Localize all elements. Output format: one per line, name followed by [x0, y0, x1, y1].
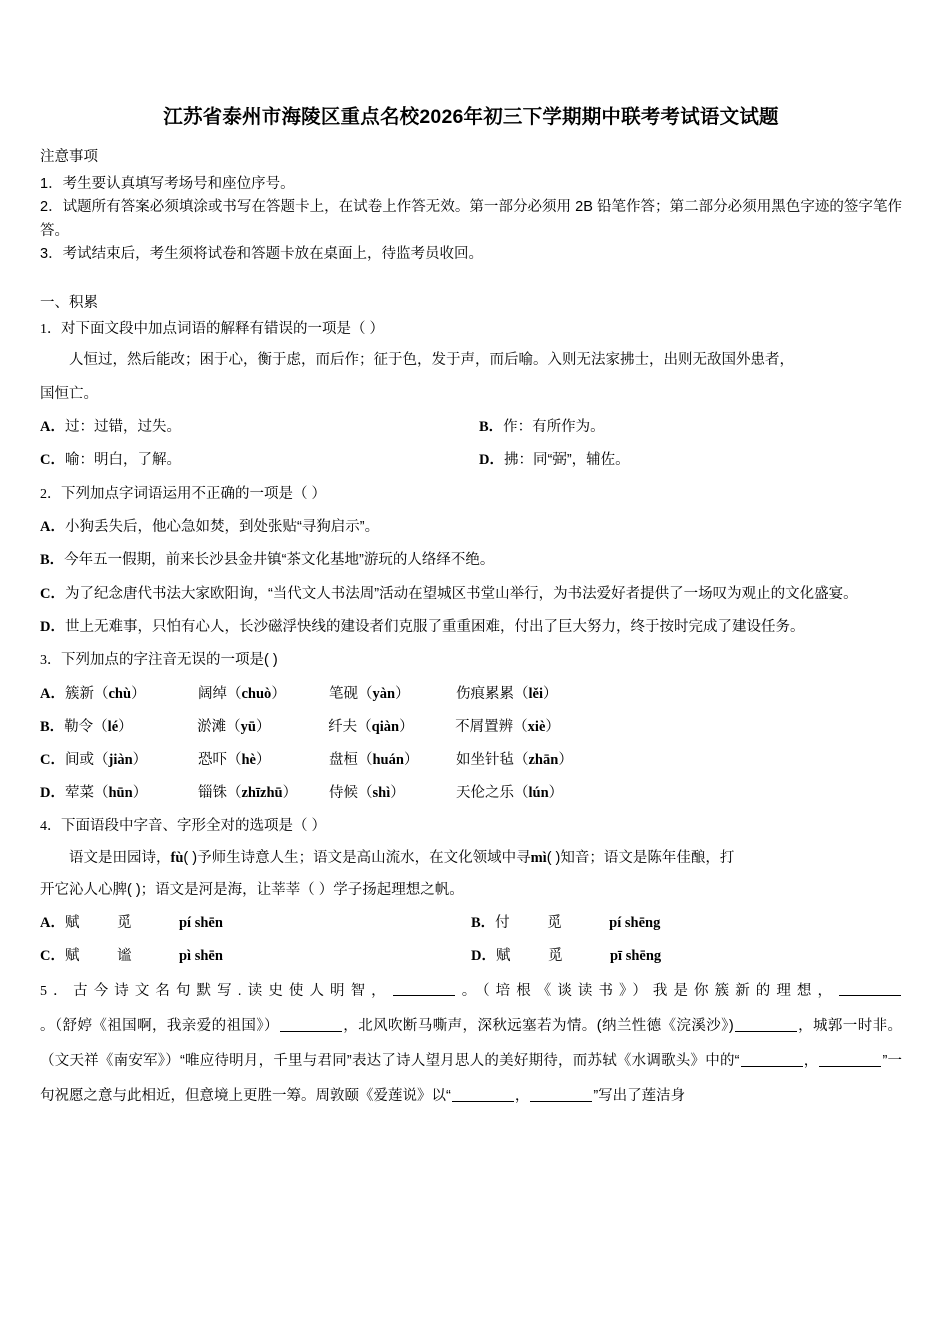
option-label: C．	[40, 948, 65, 965]
option-label: C．	[40, 585, 65, 602]
pinyin-cell: 伤痕累累（lěi）	[455, 685, 558, 702]
option-pinyin: pí shēng	[609, 915, 661, 932]
question-3-text: 下列加点的字注音无误的一项是( )	[61, 652, 278, 669]
option-char-1: 赋	[64, 948, 80, 965]
notice-item-2: 2．试题所有答案必须填涂或书写在答题卡上，在试卷上作答无效。第一部分必须用 2B 铅笔作答；第二部分必须用黑色字迹的签字笔作答。	[40, 199, 902, 239]
pinyin-reading: shì	[372, 784, 391, 801]
option-text: 过：过错，过失。	[64, 418, 181, 435]
option-text: 今年五一假期，前来长沙县金井镇“茶文化基地”游玩的人络绎不绝。	[64, 552, 495, 569]
option-label: A．	[40, 915, 65, 932]
option-pinyin: pí shēn	[178, 915, 223, 932]
option-text: 作：有所作为。	[503, 418, 605, 435]
pinyin-reading: yàn	[372, 685, 396, 702]
question-5-segment: ，城郭一时非。（文天祥《南安军》）“唯应待明月，千里与君同”表达了诗人望月思人的美好期待，而苏轼《水调歌头》中的“	[40, 1017, 903, 1069]
question-2-option-d[interactable]	[40, 611, 902, 644]
pinyin-reading: lěi	[528, 685, 543, 702]
pinyin-cell: 侍候（shì）	[328, 784, 405, 801]
pinyin-word: 笔砚	[328, 685, 358, 702]
question-5-segment: 。（培根《谈读书》）我是你簇新的理想，	[455, 982, 839, 999]
option-label: C．	[40, 751, 65, 768]
question-4-option-a[interactable]	[40, 907, 471, 940]
fill-in-blank-1[interactable]	[393, 982, 455, 997]
option-label: D．	[471, 948, 496, 965]
pinyin-word: 不屑置辨	[455, 718, 514, 735]
question-2-text: 下列加点字词语运用不正确的一项是（ ）	[61, 485, 327, 502]
question-5-segment: ”写出了莲洁身	[593, 1087, 686, 1104]
option-char-2: 觅	[547, 948, 563, 965]
question-3-option-a[interactable]	[40, 678, 902, 711]
inline-pinyin: mì	[530, 850, 547, 867]
question-1-option-b[interactable]	[471, 411, 910, 444]
pinyin-reading: lé	[107, 718, 119, 735]
pinyin-word: 荤菜	[64, 784, 94, 801]
pinyin-reading: zhān	[528, 751, 559, 768]
notice-heading: 注意事项	[40, 149, 98, 166]
pinyin-cell: 淤滩（yū）	[197, 718, 271, 735]
option-text: 喻：明白，了解。	[64, 452, 181, 469]
pinyin-word: 伤痕累累	[455, 685, 514, 702]
pinyin-cell: 勒令（lé）	[64, 718, 133, 735]
option-text: 拂：同“弼”，辅佐。	[503, 452, 630, 469]
pinyin-reading: hūn	[108, 784, 133, 801]
pinyin-cell: 簇新（chù）	[64, 685, 146, 702]
question-3-option-b[interactable]	[40, 711, 902, 744]
pinyin-cell: 荤菜（hūn）	[64, 784, 148, 801]
question-2-option-c[interactable]	[40, 578, 902, 611]
section-heading-accumulation: 一、积累	[40, 294, 98, 311]
option-char-1: 赋	[495, 948, 511, 965]
question-4-options-row-1	[40, 907, 902, 940]
pinyin-cell: 间或（jiàn）	[64, 751, 148, 768]
question-5-segment: ，	[803, 1052, 819, 1069]
option-char-2: 谧	[116, 948, 132, 965]
question-1-options-row-1	[40, 411, 902, 444]
pinyin-reading: xiè	[527, 718, 546, 735]
question-4-options-row-2	[40, 940, 902, 973]
pinyin-reading: chù	[108, 685, 132, 702]
question-1-number: 1．	[40, 322, 61, 338]
pinyin-word: 侍候	[328, 784, 358, 801]
option-label: B．	[471, 915, 496, 932]
fill-in-blank-5[interactable]	[741, 1052, 803, 1067]
option-char-2: 觅	[116, 915, 132, 932]
pinyin-reading: zhīzhū	[241, 784, 283, 801]
option-label: B．	[479, 418, 504, 435]
passage-segment: 语文是田园诗，	[69, 850, 171, 867]
question-4-option-c[interactable]	[40, 940, 471, 973]
pinyin-cell: 笔砚（yàn）	[328, 685, 410, 702]
pinyin-reading: qiàn	[371, 718, 400, 735]
question-5-segment: 。（舒婷《祖国啊，我亲爱的祖国》）	[40, 1017, 279, 1034]
question-3-stem	[40, 644, 902, 677]
pinyin-word: 恐吓	[197, 751, 227, 768]
passage-segment: 予师生诗意人生；语文是高山流水，在文化领域中寻	[197, 850, 531, 867]
question-3-number: 3．	[40, 653, 61, 669]
question-1-option-a[interactable]	[40, 411, 471, 444]
notice-item-1: 1．考生要认真填写考场号和座位序号。	[40, 175, 295, 192]
question-1-options-row-2	[40, 444, 902, 477]
option-char-1: 付	[495, 915, 510, 932]
question-5-text: 古今诗文名句默写.读史使人明智，	[73, 982, 392, 999]
pinyin-word: 勒令	[64, 718, 94, 735]
pinyin-reading: jiàn	[108, 751, 133, 768]
pinyin-word: 锱铢	[197, 784, 227, 801]
option-pinyin: pì shēn	[178, 948, 223, 965]
fill-in-blank-2[interactable]	[839, 982, 901, 997]
fill-in-blank-8[interactable]	[530, 1087, 592, 1102]
pinyin-reading: yū	[240, 718, 256, 735]
pinyin-cell: 天伦之乐（lún）	[455, 784, 564, 801]
fill-in-blank-6[interactable]	[819, 1052, 881, 1067]
option-text: 世上无难事，只怕有心人，长沙磁浮快线的建设者们克服了重重困难，付出了巨大努力，终于按时完成了建设任务。	[64, 619, 805, 636]
question-4-passage-line-1: 语文是田园诗，fù( )予师生诗意人生；语文是高山流水，在文化领域中寻mì( )知音；语文是陈年佳酿，打	[69, 850, 735, 867]
pinyin-cell: 锱铢（zhīzhū）	[197, 784, 298, 801]
pinyin-word: 盘桓	[328, 751, 358, 768]
inline-pinyin: fù	[170, 850, 184, 867]
pinyin-word: 间或	[64, 751, 94, 768]
question-5-stem	[40, 974, 902, 1114]
fill-in-blank-7[interactable]	[452, 1087, 514, 1102]
option-label: A．	[40, 519, 65, 536]
pinyin-cell: 如坐针毡（zhān）	[455, 751, 573, 768]
question-4-text: 下面语段中字音、字形全对的选项是（ ）	[61, 817, 327, 834]
option-pinyin: pī shēng	[609, 948, 662, 965]
question-1-option-c[interactable]	[40, 444, 471, 477]
question-4-option-d[interactable]	[471, 940, 902, 973]
question-4-number: 4．	[40, 818, 61, 834]
pinyin-cell: 不屑置辨（xiè）	[455, 718, 560, 735]
option-label: D．	[40, 784, 65, 801]
question-2-number: 2．	[40, 486, 61, 502]
option-char-2: 觅	[547, 915, 562, 932]
pinyin-word: 天伦之乐	[455, 784, 514, 801]
question-2-option-a[interactable]	[40, 511, 902, 544]
page-title: 江苏省泰州市海陵区重点名校2026年初三下学期期中联考考试语文试题	[163, 106, 779, 128]
pinyin-cell: 阔绰（chuò）	[197, 685, 286, 702]
pinyin-word: 阔绰	[197, 685, 227, 702]
notice-item-3: 3．考试结束后，考生须将试卷和答题卡放在桌面上，待监考员收回。	[40, 246, 484, 263]
question-1-text: 对下面文段中加点词语的解释有错误的一项是（ ）	[61, 321, 385, 338]
option-label: A．	[40, 685, 65, 702]
passage-segment: 知音；语文是陈年佳酿，打	[560, 850, 735, 867]
pinyin-word: 如坐针毡	[455, 751, 514, 768]
pinyin-word: 纤夫	[328, 718, 358, 735]
question-2-option-b[interactable]	[40, 544, 902, 577]
option-text: 小狗丢失后，他心急如焚，到处张贴“寻狗启示”。	[64, 519, 380, 536]
question-5-segment: ”一句祝愿之意与此相近，但意境上更胜一筹。周敦颐《爱莲说》以“	[40, 1052, 903, 1104]
option-label: C．	[40, 452, 65, 469]
question-1-passage-line-2: 国恒亡。	[40, 385, 98, 402]
pinyin-cell: 恐吓（hè）	[197, 751, 271, 768]
pinyin-reading: lún	[528, 784, 549, 801]
question-1-stem	[40, 317, 902, 342]
pinyin-reading: hè	[241, 751, 256, 768]
question-5-segment: ，	[514, 1087, 530, 1104]
pinyin-word: 淤滩	[197, 718, 227, 735]
option-label: D．	[479, 452, 504, 469]
fill-in-blank-4[interactable]	[735, 1017, 797, 1032]
question-2-stem	[40, 478, 902, 511]
fill-in-blank-3[interactable]	[280, 1017, 342, 1032]
pinyin-reading: huán	[372, 751, 404, 768]
pinyin-cell: 盘桓（huán）	[328, 751, 419, 768]
option-label: B．	[40, 718, 65, 735]
option-char-1: 赋	[64, 915, 80, 932]
option-text: 为了纪念唐代书法大家欧阳询，“当代文人书法周”活动在望城区书堂山举行，为书法爱好者提供了一场叹为观止的文化盛宴。	[64, 585, 858, 602]
option-label: A．	[40, 418, 65, 435]
question-4-stem	[40, 810, 902, 843]
option-label: B．	[40, 552, 65, 569]
question-4-passage-line-2: 开它沁人心脾( )；语文是河是海，让莘莘（ ）学子扬起理想之帆。	[40, 882, 464, 899]
option-label: D．	[40, 619, 65, 636]
pinyin-reading: chuò	[241, 685, 272, 702]
pinyin-cell: 纤夫（qiàn）	[328, 718, 414, 735]
spacer	[40, 267, 902, 293]
question-4-option-b[interactable]	[471, 907, 902, 940]
question-3-option-d[interactable]	[40, 777, 902, 810]
question-5-segment: ，北风吹断马嘶声，深秋远塞若为情。(纳兰性德《浣溪沙》)	[342, 1017, 734, 1034]
pinyin-word: 簇新	[64, 685, 94, 702]
question-3-option-c[interactable]	[40, 744, 902, 777]
question-1-option-d[interactable]	[471, 444, 910, 477]
question-5-number: 5．	[40, 983, 74, 999]
question-1-passage-line-1: 人恒过，然后能改；困于心，衡于虑，而后作；征于色，发于声，而后喻。入则无法家拂士，出则无敌国外患者，	[69, 351, 794, 368]
